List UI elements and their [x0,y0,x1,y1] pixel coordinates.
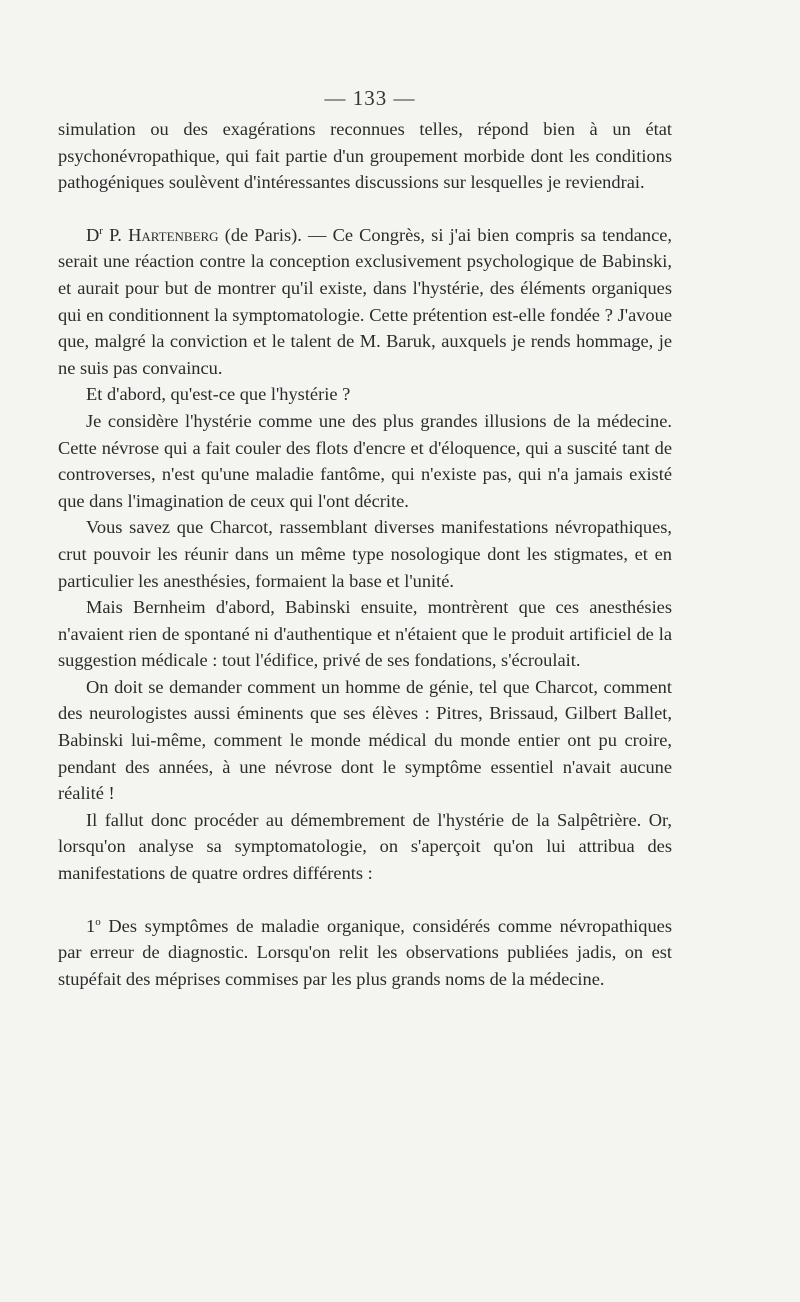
paragraph-1: simulation ou des exagérations reconnues telles, répond bien à un état psychonévropathique, qui fait partie d'un groupement morbide dont les conditions pathogéniques soulèvent d'intéressantes discussions sur lesquelles je reviendrai. [58,119,672,193]
paragraph-9-text: Des symptômes de maladie organique, considérés comme névropathiques par erreur de diagnostic. Lorsqu'on relit les observations publiées jadis, on est stupéfait des méprises commises par les plus grands noms de la médecine. [58,915,672,989]
paragraph-3: Et d'abord, qu'est-ce que l'hystérie ? [86,384,351,405]
paragraph-2-text: — Ce Congrès, si j'ai bien compris sa tendance, serait une réaction contre la conception exclusivement psychologique de Babinski, et aurait pour but de montrer qu'il existe, dans l'hystérie, des éléments organiques qui en conditionnent la symptomatologie. Cette prétention est-elle fondée ? J'avoue que, malgré la conviction et le talent de M. Baruk, auxquels je rends hommage, je ne suis pas convaincu. [58,224,673,378]
paragraph-4: Je considère l'hystérie comme une des plus grandes illusions de la médecine. Cette névrose qui a fait couler des flots d'encre et d'éloquence, qui a suscité tant de controverses, n'est qu'une maladie fantôme, qui n'existe pas, qui n'a jamais existé que dans l'imagination de ceux qui l'ont décrite. [58,410,672,511]
page-number: — 133 — [324,86,416,110]
paragraph-9 [58,913,672,993]
author-name: Hartenberg [128,224,219,245]
author-initial: P. [109,224,122,245]
author-title-superscript: r [99,224,103,237]
paragraph-8: Il fallut donc procéder au démembrement de l'hystérie de la Salpêtrière. Or, lorsqu'on analyse sa symptomatologie, on s'aperçoit qu'on lui attribua des manifestations de quatre ordres différents : [58,809,672,884]
list-number-superscript: o [95,915,101,928]
list-number: 1 [86,915,96,936]
paragraph-6: Mais Bernheim d'abord, Babinski ensuite, montrèrent que ces anesthésies n'avaient rien de spontané ni d'authentique et n'étaient que le produit artificiel de la suggestion médicale : tout l'édifice, privé de ses fondations, s'écroulait. [58,597,672,671]
paragraph-7: On doit se demander comment un homme de génie, tel que Charcot, comment des neurologistes aussi éminents que ses élèves : Pitres, Brissaud, Gilbert Ballet, Babinski lui-même, comment le monde médical du monde entier ont pu croire, pendant des années, à une névrose dont le symptôme essentiel n'avait aucune réalité ! [58,676,672,804]
page-body [58,116,672,992]
author-title: D [86,224,100,245]
paragraph-5: Vous savez que Charcot, rassemblant diverses manifestations névropathiques, crut pouvoir les réunir dans un même type nosologique dont les stigmates, et en particulier les anesthésies, formaient la base et l'unité. [58,517,672,591]
paragraph-2 [58,222,672,382]
author-place: (de Paris). [224,224,302,245]
